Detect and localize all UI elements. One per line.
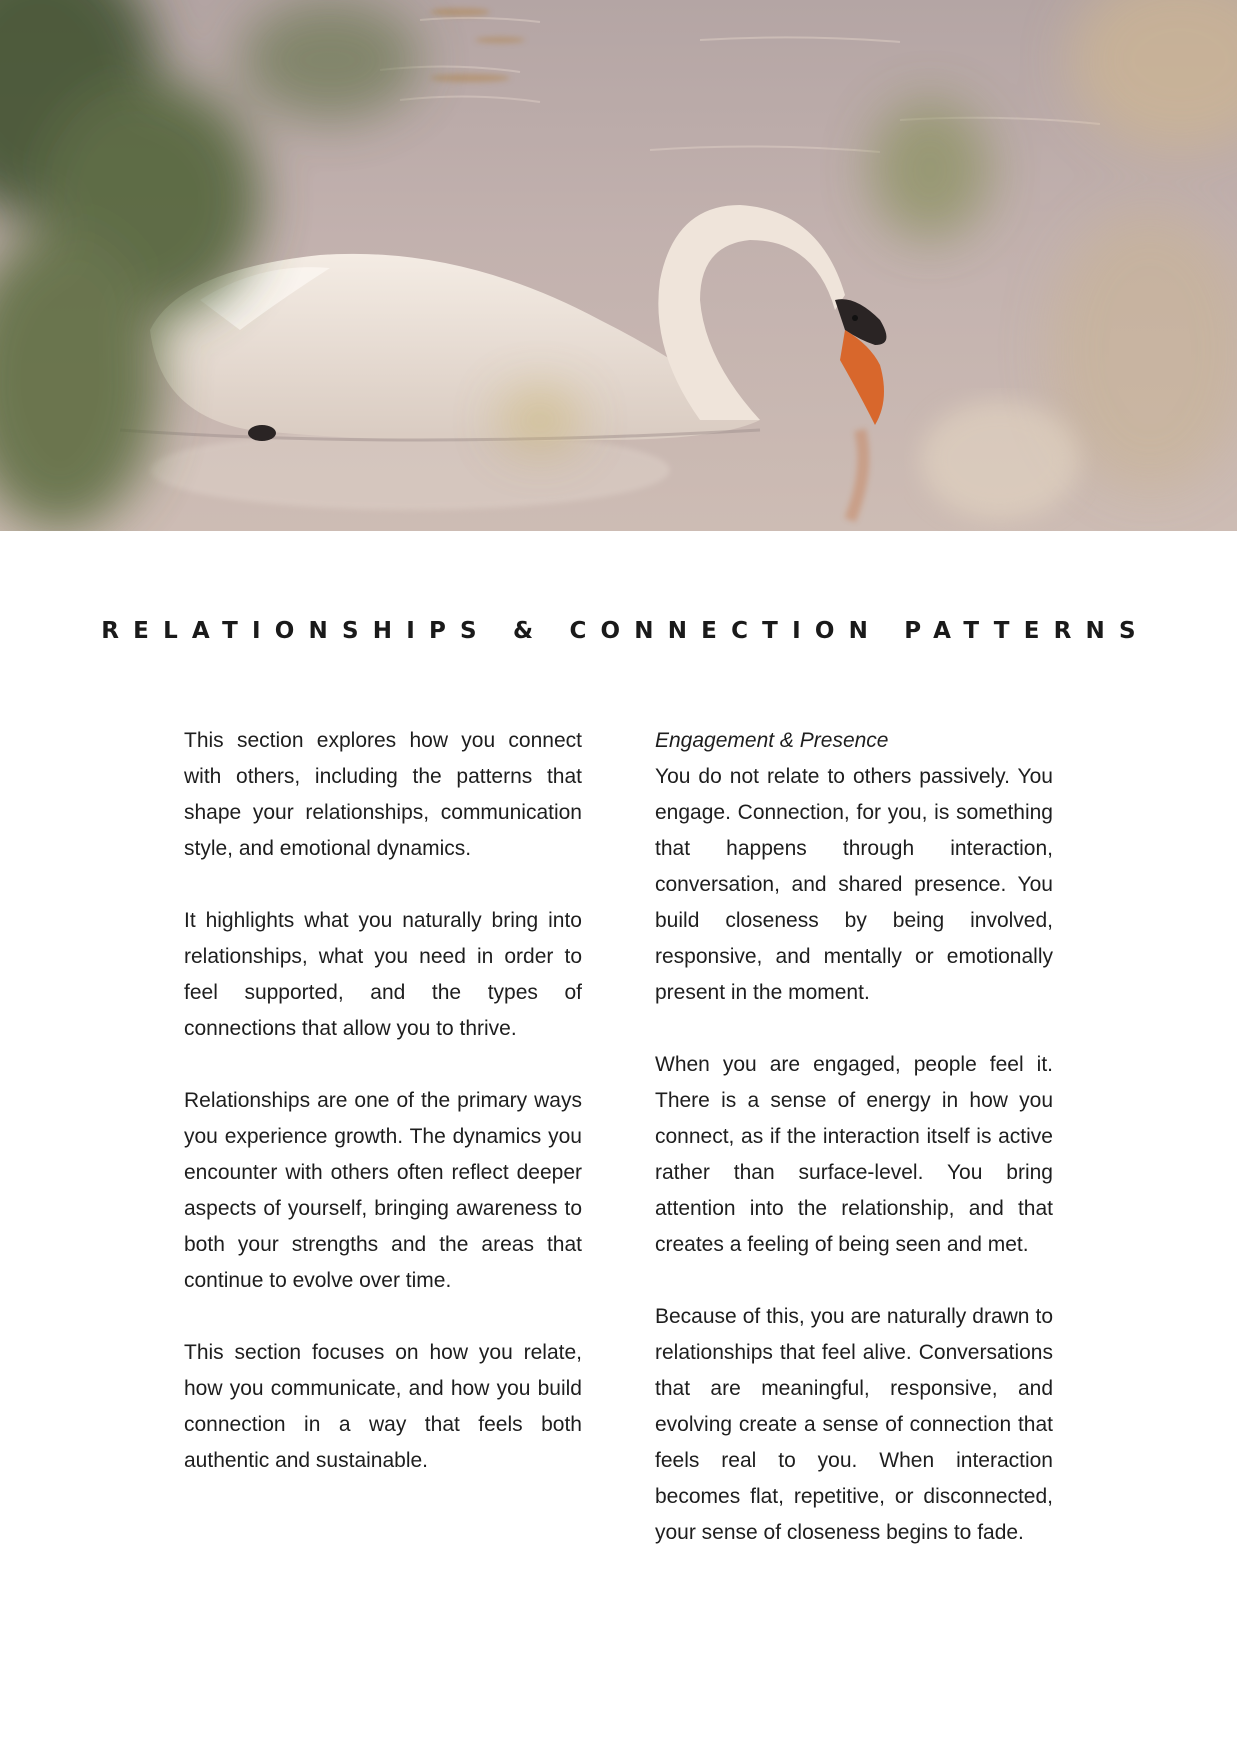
swan-photo [0, 0, 1237, 531]
paragraph: It highlights what you naturally bring into relationships, what you need in order to feel supported, and the types of connections that allow you to thrive. [184, 909, 582, 1040]
paragraph: This section explores how you connect with others, including the patterns that shape your relationships, communication style, and emotional dynamics. [184, 729, 582, 860]
paragraph: This section focuses on how you relate, how you communicate, and how you build connection in a way that feels both authentic and sustainable. [184, 1341, 582, 1472]
paragraph: Relationships are one of the primary ways you experience growth. The dynamics you encounter with others often reflect deeper aspects of yourself, bringing awareness to both your strengths and the areas that continue to evolve over time. [184, 1089, 582, 1292]
page-title: RELATIONSHIPS & CONNECTION PATTERNS [101, 618, 1150, 644]
hero-image [0, 0, 1237, 531]
paragraph: You do not relate to others passively. You engage. Connection, for you, is something that happens through interaction, conversation, and shared presence. You build closeness by being involved, responsive, and mentally or emotionally present in the moment. [655, 765, 1053, 1004]
right-column [655, 723, 1053, 1587]
paragraph: When you are engaged, people feel it. There is a sense of energy in how you connect, as if the interaction itself is active rather than surface-level. You bring attention into the relationship, and that creates a feeling of being seen and met. [655, 1053, 1053, 1256]
left-column [184, 723, 582, 1515]
paragraph: Because of this, you are naturally drawn to relationships that feel alive. Conversations that are meaningful, responsive, and evolving create a sense of connection that feels real to you. When interaction becomes flat, repetitive, or disconnected, your sense of closeness begins to fade. [655, 1305, 1053, 1544]
section-subheading: Engagement & Presence [655, 729, 889, 752]
